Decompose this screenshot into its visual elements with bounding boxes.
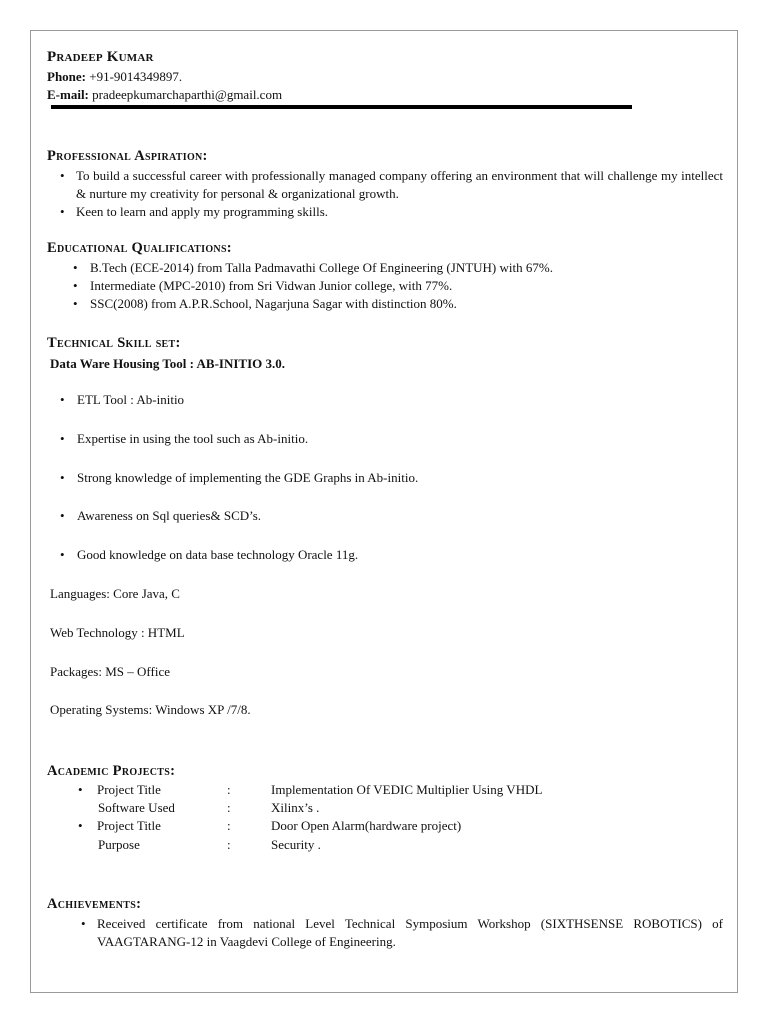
resume-page <box>30 30 738 993</box>
project-field-label: Project Title <box>97 782 161 797</box>
skill-item-text: Awareness on Sql queries& SCD’s. <box>77 508 262 523</box>
achievements-heading: Achievements: <box>47 896 142 912</box>
project-field-value: Door Open Alarm(hardware project) <box>271 818 462 833</box>
email-address: pradeepkumarchaparthi@gmail.com <box>92 87 283 102</box>
phone-line <box>47 69 182 85</box>
web-technology-line: Web Technology : HTML <box>50 625 185 640</box>
email-line <box>47 87 282 103</box>
project-field-value: Implementation Of VEDIC Multiplier Using VHDL <box>271 782 543 797</box>
bullet-dot: • <box>60 547 65 562</box>
bullet-dot: • <box>73 296 78 311</box>
email-label: E-mail: <box>47 87 89 102</box>
bullet-dot: • <box>73 260 78 275</box>
bullet-dot: • <box>60 431 65 446</box>
field-separator: : <box>227 818 231 833</box>
skill-item-text: Strong knowledge of implementing the GDE Graphs in Ab-initio. <box>77 470 419 485</box>
phone-label: Phone: <box>47 69 86 84</box>
aspiration-heading: Professional Aspiration: <box>47 148 208 164</box>
bullet-dot: • <box>60 470 65 485</box>
bullet-dot: • <box>78 782 83 797</box>
skill-item <box>60 392 185 408</box>
aspiration-item: • To build a successful career with professionally managed company offering an environment that will challenge my intellect & nurture my creativity for personal & organizational growth. <box>76 167 723 203</box>
education-item-text: Intermediate (MPC-2010) from Sri Vidwan Junior college, with 77%. <box>90 278 453 293</box>
project-field-value: Security . <box>271 837 321 852</box>
education-item <box>73 296 457 312</box>
skills-heading: Technical Skill set: <box>47 335 181 351</box>
skills-subheading: Data Ware Housing Tool : AB-INITIO 3.0. <box>50 356 286 371</box>
bullet-dot: • <box>73 278 78 293</box>
achievement-item: • Received certificate from national Level Technical Symposium Workshop (SIXTHSENSE ROBOTICS) of VAAGTARANG-12 in Vaagdevi College of Engineering. <box>97 915 723 951</box>
project-field-label: Project Title <box>97 818 161 833</box>
skill-item-text: Expertise in using the tool such as Ab-initio. <box>77 431 309 446</box>
skill-item <box>60 508 262 524</box>
skill-item-text: Good knowledge on data base technology Oracle 11g. <box>77 547 359 562</box>
skill-item <box>60 431 309 447</box>
education-item-text: B.Tech (ECE-2014) from Talla Padmavathi College Of Engineering (JNTUH) with 67%. <box>90 260 553 275</box>
phone-number: +91-9014349897. <box>89 69 183 84</box>
skill-item-text: ETL Tool : Ab-initio <box>77 392 185 407</box>
education-item-text: SSC(2008) from A.P.R.School, Nagarjuna Sagar with distinction 80%. <box>90 296 457 311</box>
education-heading: Educational Qualifications: <box>47 240 232 256</box>
candidate-name: Pradeep Kumar <box>47 49 154 65</box>
bullet-dot: • <box>78 818 83 833</box>
projects-heading: Academic Projects: <box>47 763 176 779</box>
field-separator: : <box>227 782 231 797</box>
project-field-label: Software Used <box>98 800 175 815</box>
aspiration-item: • Keen to learn and apply my programming skills. <box>76 203 723 221</box>
project-field-value: Xilinx’s . <box>271 800 320 815</box>
header-divider <box>51 105 632 109</box>
field-separator: : <box>227 837 231 852</box>
operating-systems-line: Operating Systems: Windows XP /7/8. <box>50 702 251 717</box>
bullet-dot: • <box>60 392 65 407</box>
field-separator: : <box>227 800 231 815</box>
project-field-label: Purpose <box>98 837 140 852</box>
skill-item <box>60 470 419 486</box>
education-item <box>73 278 453 294</box>
education-item <box>73 260 553 276</box>
languages-line: Languages: Core Java, C <box>50 586 180 601</box>
packages-line: Packages: MS – Office <box>50 664 170 679</box>
bullet-dot: • <box>60 508 65 523</box>
skill-item <box>60 547 359 563</box>
